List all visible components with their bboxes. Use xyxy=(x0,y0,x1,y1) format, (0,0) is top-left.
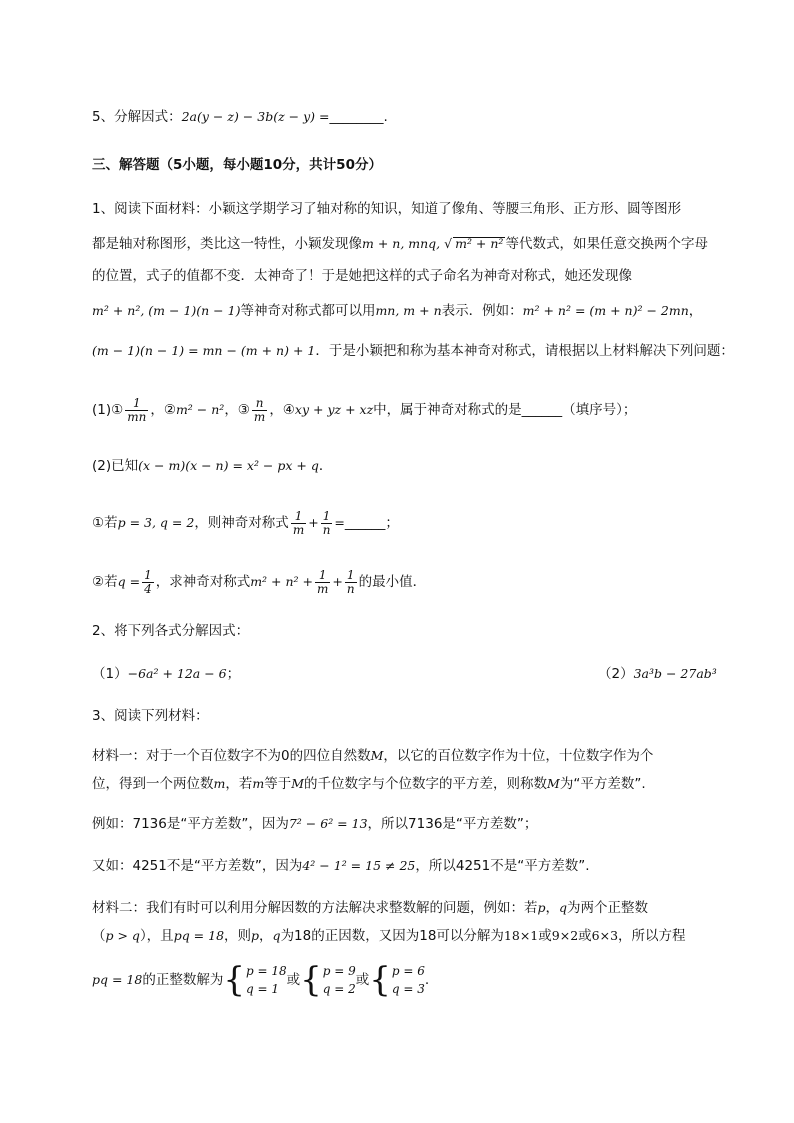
p1-line-2-text-a: 都是轴对称图形，类比这一特性，小颖发现像 xyxy=(92,236,362,252)
s2-text: ，求神奇对称式 xyxy=(155,574,251,591)
section-3-title: 三、解答题（5小题，每小题10分，共计50分） xyxy=(92,157,382,173)
p1-line-4-math-1: m² + n², (m − 1)(n − 1) xyxy=(92,303,241,318)
s2-prefix: ②若 xyxy=(92,574,118,591)
p1-sqrt-expression: m² + n² xyxy=(455,236,504,251)
s1-text: ，则神奇对称式 xyxy=(194,515,289,532)
text: ，所以4251不是“平方差数”. xyxy=(415,858,590,874)
fraction-1-over-n xyxy=(345,569,357,595)
text: ， xyxy=(545,900,560,916)
var-q: q xyxy=(559,900,568,915)
text: 的正整数解为 xyxy=(142,972,224,988)
text: 为两个正整数 xyxy=(567,900,649,916)
p1-line-5-math: (m − 1)(n − 1) = mn − (m + n) + 1 xyxy=(92,343,316,358)
numerator: 1 xyxy=(144,568,152,582)
p1-line-4-math-3: m² + n² = (m + n)² − 2mn xyxy=(522,303,689,318)
equation: p = 18 xyxy=(245,964,287,978)
q1-option-4: xy + yz + xz xyxy=(294,402,374,418)
text: . xyxy=(424,972,430,988)
p3-example-2 xyxy=(92,860,590,874)
s1-math: p = 3, q = 2 xyxy=(117,515,195,531)
numerator: 1 xyxy=(291,510,306,524)
q1-sep-3: ，③ xyxy=(224,402,250,419)
text: 等于 xyxy=(264,776,292,792)
text: 又如：4251不是“平方差数”，因为 xyxy=(92,858,303,874)
fraction-1-over-n xyxy=(321,510,333,536)
q2-prefix: (2)已知 xyxy=(92,458,139,474)
sqrt-symbol: √ xyxy=(444,236,453,251)
text: 为“平方差数”. xyxy=(559,776,646,792)
q1-sep-4: ，④ xyxy=(269,402,295,419)
p1-line-5 xyxy=(92,345,734,359)
p1-line-2-text-b: 等代数式，如果任意交换两个字母 xyxy=(505,236,708,252)
equation: p = 6 xyxy=(391,964,425,978)
math: pq = 18 xyxy=(173,928,225,943)
left-brace: { xyxy=(223,960,245,1000)
plus-sign: + xyxy=(332,574,343,590)
plus-sign: + xyxy=(308,515,319,531)
text: ），且 xyxy=(139,928,174,944)
equals-sign: = xyxy=(334,515,345,531)
math: p > q xyxy=(105,928,140,943)
math: 6×3 xyxy=(591,928,619,943)
var-p: p xyxy=(251,928,260,943)
math: 4² − 1² = 15 ≠ 25 xyxy=(302,858,416,873)
text: 例如：7136是“平方差数”，因为 xyxy=(92,816,289,832)
q5-blank: ________. xyxy=(329,109,388,125)
numerator: n xyxy=(252,397,267,411)
text: ，以它的百位数字作为十位，十位数字作为个 xyxy=(383,748,654,764)
denominator: mn xyxy=(127,409,147,424)
equation: p = 9 xyxy=(322,964,356,978)
q1-tail: 中，属于神奇对称式的是______（填序号）； xyxy=(373,402,637,419)
q5-label: 5、分解因式： xyxy=(92,109,182,125)
p1-line-4 xyxy=(92,305,702,319)
p1-question-2 xyxy=(92,460,332,474)
p2-b-expression: 3a³b − 27ab³ xyxy=(633,666,717,681)
text: 或 xyxy=(578,928,592,944)
p3-material-2-line-3 xyxy=(92,962,429,998)
p3-material-2-line-1 xyxy=(92,902,648,916)
var-M: M xyxy=(547,776,560,791)
denominator: n xyxy=(322,522,331,537)
p1-line-3: 的位置，式子的值都不变．太神奇了！于是她把这样的式子命名为神奇对称式，她还发现像 xyxy=(92,268,632,284)
var-p: p xyxy=(537,900,546,915)
equation: q = 1 xyxy=(245,982,279,996)
p1-line-4-math-2: mn, m + n xyxy=(375,303,442,318)
p1-line-2 xyxy=(92,237,708,252)
p2-title: 2、将下列各式分解因式： xyxy=(92,623,250,639)
denominator: m xyxy=(253,409,266,424)
p2-a-expression: −6a² + 12a − 6 xyxy=(127,666,227,681)
p2-a-label: （1） xyxy=(92,666,128,682)
system-3 xyxy=(392,962,425,998)
p1-line-1: 1、阅读下面材料：小颖这学期学习了轴对称的知识，知道了像角、等腰三角形、正方形、圆等图形 xyxy=(92,201,682,217)
fraction-1-over-m xyxy=(291,510,306,536)
p2-b-label: （2） xyxy=(598,666,634,682)
p1-line-4-text-b: 表示．例如： xyxy=(441,303,523,319)
p3-material-1-line-2 xyxy=(92,778,646,792)
s2-math: q = xyxy=(117,574,141,590)
text: ，所以7136是“平方差数”； xyxy=(367,816,538,832)
q1-option-2: m² − n² xyxy=(175,402,225,418)
text: 的千位数字与个位数字的平方差，则称数 xyxy=(304,776,548,792)
q1-sep-2: ，② xyxy=(150,402,176,419)
p2-part-b xyxy=(598,668,717,682)
q2-end: ． xyxy=(318,458,333,474)
left-brace: { xyxy=(369,960,391,1000)
text: 材料二：我们有时可以利用分解因数的方法解决求整数解的问题，例如：若 xyxy=(92,900,538,916)
var-q: q xyxy=(272,928,281,943)
p1-line-4-text-c: ， xyxy=(688,303,703,319)
p3-example-1 xyxy=(92,818,537,832)
equation: q = 3 xyxy=(391,982,425,996)
denominator: m xyxy=(317,581,329,596)
text: 或 xyxy=(538,928,552,944)
math: 9×2 xyxy=(551,928,579,943)
fraction-1-over-m xyxy=(315,569,330,595)
p1-line-5-text: ．于是小颖把和称为基本神奇对称式，请根据以上材料解决下列问题： xyxy=(315,343,734,359)
denominator: m xyxy=(292,522,305,537)
text: ，所以方程 xyxy=(618,928,686,944)
text: ， xyxy=(259,928,273,944)
text: 材料一：对于一个百位数字不为0的四位自然数 xyxy=(92,748,371,764)
p3-material-2-line-2 xyxy=(92,930,686,944)
q2-math: (x − m)(x − n) = x² − px + q xyxy=(138,458,319,473)
text: 位，得到一个两位数 xyxy=(92,776,214,792)
s1-prefix: ①若 xyxy=(92,515,118,532)
s1-blank: ______； xyxy=(344,515,399,532)
text: （ xyxy=(92,928,106,944)
math: 18×1 xyxy=(503,928,539,943)
denominator: 4 xyxy=(144,581,152,596)
numerator: 1 xyxy=(315,569,330,583)
text: 或 xyxy=(286,972,301,988)
fraction-1-over-mn xyxy=(125,397,148,423)
denominator: n xyxy=(346,581,355,596)
fraction-1-over-4 xyxy=(142,569,154,595)
var-M: M xyxy=(291,776,305,791)
q5-expression: 2a(y − z) − 3b(z − y) = xyxy=(181,109,330,124)
p1-subquestion-1 xyxy=(92,510,399,536)
p1-line-4-text-a: 等神奇对称式都可以用 xyxy=(240,303,376,319)
var-m: m xyxy=(252,776,265,791)
var-M: M xyxy=(370,748,384,763)
numerator: 1 xyxy=(321,510,333,524)
question-5 xyxy=(92,111,388,125)
math: pq = 18 xyxy=(92,972,143,987)
fraction-n-over-m xyxy=(252,397,267,423)
system-2 xyxy=(323,962,356,998)
var-m: m xyxy=(213,776,226,791)
text: ，若 xyxy=(225,776,253,792)
p3-material-1-line-1 xyxy=(92,750,653,764)
p3-title: 3、阅读下列材料： xyxy=(92,708,209,724)
q1-prefix: (1)① xyxy=(92,402,124,419)
s2-math-2: m² + n² + xyxy=(250,574,313,590)
s2-tail: 的最小值． xyxy=(358,574,427,591)
text: ，则 xyxy=(224,928,252,944)
text: 为18的正因数，又因为18可以分解为 xyxy=(280,928,504,944)
system-1 xyxy=(246,962,287,998)
numerator: 1 xyxy=(345,569,357,583)
p2-a-end: ； xyxy=(226,666,241,682)
p1-line-2-math: m + n, mnq, xyxy=(362,236,445,251)
left-brace: { xyxy=(300,960,322,1000)
math: 7² − 6² = 13 xyxy=(288,816,368,831)
p1-question-1 xyxy=(92,397,636,423)
p1-subquestion-2 xyxy=(92,569,426,595)
p2-part-a xyxy=(92,668,240,682)
text: 或 xyxy=(355,972,370,988)
numerator: 1 xyxy=(125,397,148,411)
equation: q = 2 xyxy=(322,982,356,996)
